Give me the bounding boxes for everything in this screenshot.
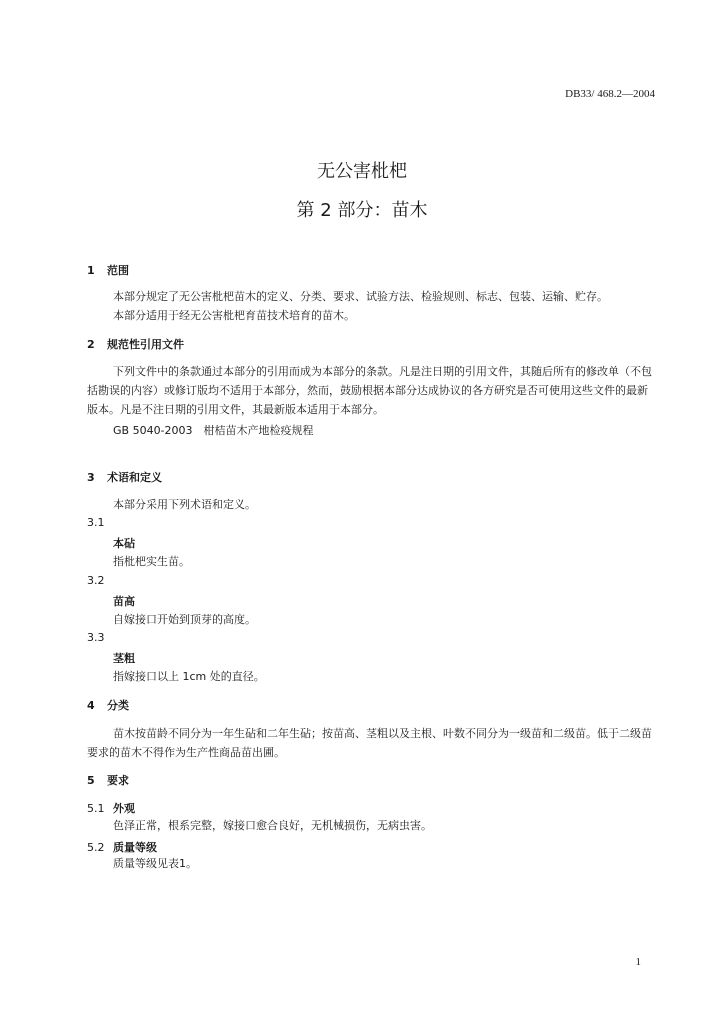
section-title: 要求 [107,774,129,787]
clause-number: 3.2 [87,574,105,587]
normative-references-paragraph: 下列文件中的条款通过本部分的引用而成为本部分的条款。凡是注日期的引用文件，其随后所有的修改单（不包括勘误的内容）或修订版均不适用于本部分，然而，鼓励根据本部分达成协议的各方研究是否可使用这些文件的最新版本。凡是不注日期的引用文件，其最新版本适用于本部分。 [87,365,652,416]
document-title: 无公害枇杷 [317,161,407,182]
subsection-title: 外观 [113,802,135,815]
term-name: 茎粗 [113,652,135,665]
term-name: 苗高 [113,595,135,608]
clause-number: 3.1 [87,516,105,529]
appearance-text: 色泽正常，根系完整，嫁接口愈合良好，无机械损伤，无病虫害。 [113,819,432,832]
subsection-title: 质量等级 [113,841,157,854]
section-heading-5 [87,772,129,788]
section-number: 1 [87,264,95,277]
scope-paragraph-2: 本部分适用于经无公害枇杷育苗技术培育的苗木。 [113,309,355,322]
section-title: 规范性引用文件 [107,338,184,351]
section-number: 3 [87,471,95,484]
section-heading-1 [87,262,129,278]
scope-paragraph-1: 本部分规定了无公害枇杷苗木的定义、分类、要求、试验方法、检验规则、标志、包装、运输、贮存。 [113,290,608,303]
subsection-heading [87,800,135,816]
document-subtitle: 第 2 部分：苗木 [296,200,428,221]
section-title: 范围 [107,264,129,277]
term-definition: 自嫁接口开始到顶芽的高度。 [113,613,256,626]
section-number: 5 [87,774,95,787]
clause-number: 3.3 [87,631,105,644]
subsection-number: 5.1 [87,802,105,815]
subsection-heading [87,839,157,855]
document-code: DB33/ 468.2—2004 [565,88,655,100]
subsection-number: 5.2 [87,841,105,854]
section-title: 术语和定义 [107,471,162,484]
section-number: 2 [87,338,95,351]
term-definition: 指嫁接口以上 1cm 处的直径。 [113,670,265,683]
page-number: 1 [635,956,641,968]
reference-item: GB 5040-2003 柑桔苗木产地检疫规程 [113,424,314,437]
quality-grade-text: 质量等级见表1。 [113,857,197,870]
section-heading-2 [87,336,184,352]
section-title: 分类 [107,699,129,712]
term-name: 本砧 [113,537,135,550]
section-heading-4 [87,697,129,713]
terms-intro: 本部分采用下列术语和定义。 [113,498,256,511]
section-heading-3 [87,469,162,485]
term-definition: 指枇杷实生苗。 [113,555,190,568]
classification-paragraph: 苗木按苗龄不同分为一年生砧和二年生砧；按苗高、茎粗以及主根、叶数不同分为一级苗和二级苗。低于二级苗要求的苗木不得作为生产性商品苗出圃。 [87,727,652,759]
section-number: 4 [87,699,95,712]
